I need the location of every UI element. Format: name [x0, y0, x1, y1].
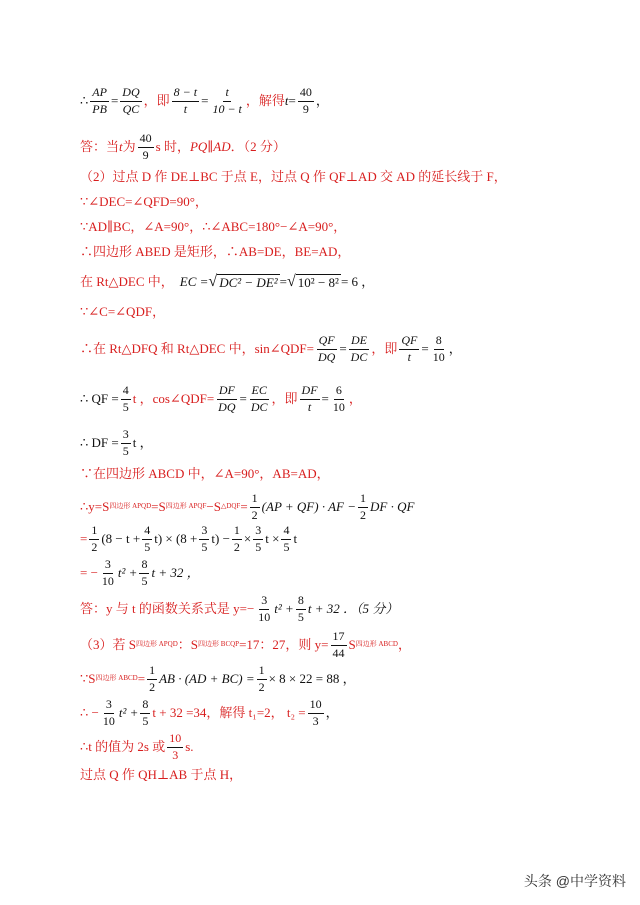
solution-line-21: 过点 Q 作 QH⊥AB 于点 H， — [80, 767, 243, 782]
solution-line-7: 在 Rt△DEC 中， EC = √ DC² − DE² = √ 10² − 8² = 6 ， — [80, 273, 375, 290]
solution-line-10: ∴ QF = $\frac{4}{5}$ t ，cos∠QDF= $\frac{DF}{DQ}$ = $\frac{EC}{DC}$ ，即 $\frac{DF}{t}$ = $\frac{6}{10}$ ， — [80, 383, 362, 414]
solution-line-16: 答：y 与 t 的函数关系式是 y=− $\frac{3}{10}$ t² + $\frac{8}{5}$ t + 32 ．（5 分） — [80, 593, 399, 624]
solution-line-18: ∵S 四边形 ABCD = $\frac{1}{2}$ AB · (AD + BC) = $\frac{1}{2}$ × 8 × 22 = 88 ， — [80, 663, 356, 694]
solution-line-11: ∴ DF = $\frac{3}{5}$ t ， — [80, 427, 153, 458]
solution-line-8: ∵∠C=∠QDF， — [80, 304, 166, 319]
solution-line-12: ∵在四边形 ABCD 中，∠A=90°，AB=AD， — [80, 466, 330, 481]
watermark: 头条 @中学资料 — [523, 873, 626, 889]
solution-line-13: ∴y=S 四边形 APQD =S 四边形 APQF −S △DQF = $\frac{1}{2}$ (AP + QF) · AF − $\frac{1}{2}$ DF · QF — [80, 491, 415, 522]
solution-line-2: 答：当 t 为 $\frac{40}{9}$ s 时， PQ∥AD ．（2 分） — [80, 131, 286, 162]
solution-line-4: ∵∠DEC=∠QFD=90°， — [80, 194, 208, 209]
solution-line-5: ∵AD∥BC，∠A=90°，∴∠ABC=180°−∠A=90°， — [80, 219, 347, 234]
solution-line-19: ∴ − $\frac{3}{10}$ t² + $\frac{8}{5}$ t + 32 =34，解得 t₁=2， t₂ = $\frac{10}{3}$ ， — [80, 697, 339, 728]
solution-line-9: ∴在 Rt△DFQ 和 Rt△DEC 中，sin∠QDF= $\frac{QF}{DQ}$ = $\frac{DE}{DC}$ ，即 $\frac{QF}{t}$ = $\frac{8}{10}$ ， — [80, 333, 462, 364]
solution-line-1: ∴ $\frac{AP}{PB}$ = $\frac{DQ}{QC}$ ，即 $\frac{8 - t}{t}$ = $\frac{t}{10 - t}$ ，解得 t = $\frac{40}{9}$ ， — [80, 85, 329, 116]
solution-line-15: = − $\frac{3}{10}$ t² + $\frac{8}{5}$ t + 32 ， — [80, 557, 200, 588]
solution-line-20: ∴t 的值为 2s 或 $\frac{10}{3}$ s. — [80, 731, 194, 762]
solution-line-14: = $\frac{1}{2}$ (8 − t + $\frac{4}{5}$ t) × (8 + $\frac{3}{5}$ t) − $\frac{1}{2}$ × $\frac{3}{5}$ t × $\frac{4}{5}$ t — [80, 523, 298, 554]
solution-line-6: ∴四边形 ABED 是矩形，∴AB=DE，BE=AD， — [80, 244, 351, 259]
solution-line-3: （2）过点 D 作 DE⊥BC 于点 E，过点 Q 作 QF⊥AD 交 AD 的延长线于 F， — [80, 169, 507, 184]
solution-line-17: （3）若 S 四边形 APQD ：S 四边形 BCQP =17：27，则 y= $\frac{17}{44}$ S 四边形 ABCD ， — [80, 629, 411, 660]
